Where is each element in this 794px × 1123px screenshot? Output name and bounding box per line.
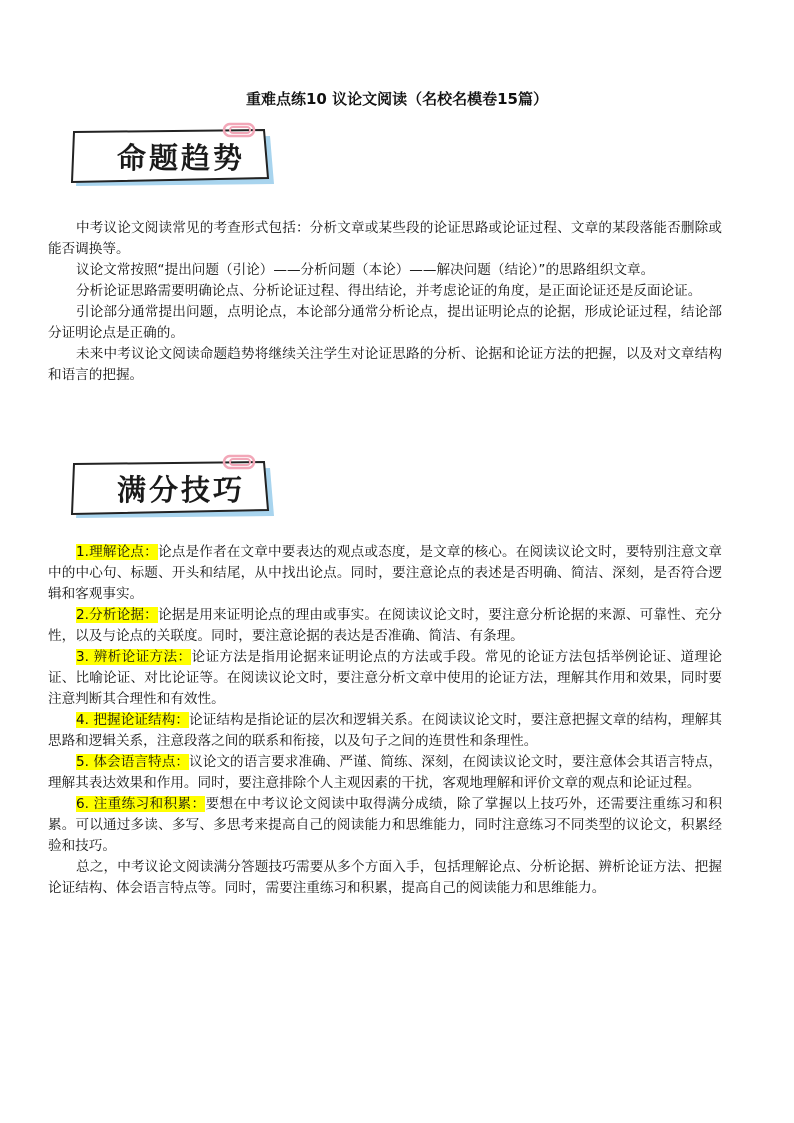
- paper-clip-icon: [222, 452, 256, 472]
- trend-paragraph: 引论部分通常提出问题，点明论点，本论部分通常分析论点，提出证明论点的论据，形成论证过程，结论部分证明论点是正确的。: [48, 304, 722, 341]
- tip-item: [48, 794, 722, 857]
- tip-label: 1.理解论点：: [76, 544, 158, 560]
- tip-text: 论点是作者在文章中要表达的观点或态度，是文章的核心。在阅读议论文时，要特别注意文章中的中心句、标题、开头和结尾，从中找出论点。同时，要注意论点的表述是否明确、简洁、深刻，是否符合逻辑和客观事实。: [48, 544, 722, 602]
- trend-paragraph: 分析论证思路需要明确论点、分析论证过程、得出结论，并考虑论证的角度，是正面论证还是反面论证。: [76, 283, 702, 299]
- tip-item: [48, 542, 722, 605]
- tips-summary: 总之，中考议论文阅读满分答题技巧需要从多个方面入手，包括理解论点、分析论据、辨析论证方法、把握论证结构、体会语言特点等。同时，需要注重练习和积累，提高自己的阅读能力和思维能力。: [48, 859, 722, 896]
- tip-text: 要想在中考议论文阅读中取得满分成绩，除了掌握以上技巧外，还需要注重练习和积累。可以通过多读、多写、多思考来提高自己的阅读能力和思维能力，同时注意练习不同类型的议论文，积累经验和技巧。: [48, 796, 722, 854]
- tip-text: 论证结构是指论证的层次和逻辑关系。在阅读议论文时，要注意把握文章的结构，理解其思路和逻辑关系，注意段落之间的联系和衔接，以及句子之间的连贯性和条理性。: [48, 712, 723, 749]
- paper-clip-icon: [222, 120, 256, 140]
- trend-paragraph: 中考议论文阅读常见的考查形式包括：分析文章或某些段的论证思路或论证过程、文章的某段落能否删除或能否调换等。: [48, 220, 722, 257]
- tip-item: [48, 752, 722, 794]
- tips-section: [48, 542, 722, 899]
- tip-item: [48, 647, 722, 710]
- banner-title: 满分技巧: [116, 473, 245, 507]
- tip-label: 2.分析论据：: [76, 607, 158, 623]
- tip-text: 论据是用来证明论点的理由或事实。在阅读议论文时，要注意分析论据的来源、可靠性、充分性，以及与论点的关联度。同时，要注意论据的表达是否准确、简洁、有条理。: [48, 607, 722, 644]
- trend-section: [48, 218, 722, 386]
- tip-label: 3. 辨析论证方法：: [76, 649, 192, 665]
- tip-item: [48, 710, 722, 752]
- tip-label: 4. 把握论证结构：: [76, 712, 190, 728]
- trend-paragraph: 议论文常按照“提出问题（引论）——分析问题（本论）——解决问题（结论）”的思路组织文章。: [76, 262, 655, 278]
- tip-label: 6. 注重练习和积累：: [76, 796, 206, 812]
- tip-text: 论证方法是指用论据来证明论点的方法或手段。常见的论证方法包括举例论证、道理论证、比喻论证、对比论证等。在阅读议论文时，要注意分析文章中使用的论证方法，理解其作用和效果，同时要注意判断其合理性和有效性。: [48, 649, 722, 707]
- tip-label: 5. 体会语言特点：: [76, 754, 190, 770]
- trend-paragraph: 未来中考议论文阅读命题趋势将继续关注学生对论证思路的分析、论据和论证方法的把握，以及对文章结构和语言的把握。: [48, 346, 722, 383]
- document-title: 重难点练10 议论文阅读（名校名模卷15篇）: [246, 90, 548, 108]
- banner-title: 命题趋势: [116, 141, 245, 175]
- tip-text: 议论文的语言要求准确、严谨、简练、深刻，在阅读议论文时，要注意体会其语言特点，理解其表达效果和作用。同时，要注意排除个人主观因素的干扰，客观地理解和评价文章的观点和论证过程。: [48, 754, 723, 791]
- tip-item: [48, 605, 722, 647]
